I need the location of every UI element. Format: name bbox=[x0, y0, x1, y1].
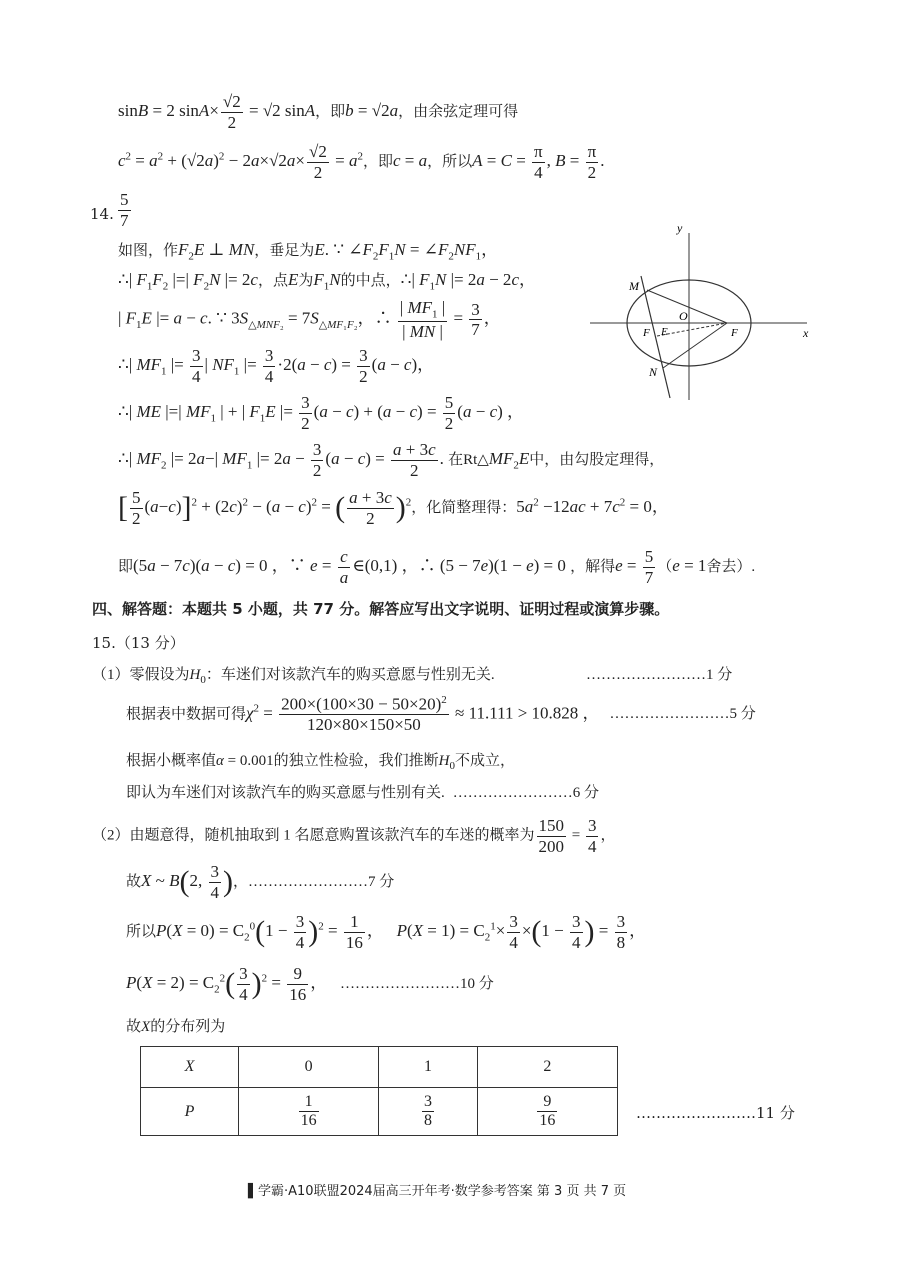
q15-part1-line3: 根据小概率值α = 0.001的独立性检验，我们推断$H_0$不成立， bbox=[126, 753, 515, 772]
table-score: ……………………11 分 bbox=[636, 1104, 795, 1122]
label-M: M bbox=[629, 279, 639, 293]
distribution-table bbox=[140, 1046, 618, 1136]
eq-cosine-law: $c^2 = a^2 + (√2a)^2 - 2a\times√2a\times$ $\frac{√2}{2}$ = $a^2$，即c = a，所以A = C = $\frac{\pi}{4}$ , B = $\frac{\pi}{2}$ . bbox=[118, 142, 605, 182]
label-N: N bbox=[649, 365, 658, 379]
label-O: O bbox=[679, 309, 688, 323]
page-footer: ▌学霸·A10联盟2024届高三开年考·数学参考答案 第 3 页 共 7 页 bbox=[248, 1184, 627, 1199]
q14-number: 14. bbox=[90, 205, 114, 223]
q14-line1: 如图，作$F_2E$ ⊥ MN，垂足为E. ∵ $\angle F_2F_1N$ = $\angle F_2NF_1$， bbox=[118, 240, 499, 263]
table-header-P: P bbox=[141, 1088, 239, 1136]
q15-binomial: 故X ~ B(2, $\frac{3}{4}$ )，……………………7 分 bbox=[126, 862, 395, 902]
q14-line7: [ $\frac{5}{2}$ $(a-c)]^2 + (2c)^2 - (a - c)^2$ = ( $\frac{a + 3c}{2}$ )$^2$，化简整理得：$5a^2 -12ac + 7c^2 = 0$， bbox=[118, 488, 669, 528]
table-row bbox=[141, 1047, 618, 1088]
q15-part1-line4: 即认为车迷们对该款汽车的购买意愿与性别有关. ……………………6 分 bbox=[126, 785, 600, 801]
q15-dist-caption: 故X的分布列为 bbox=[126, 1019, 226, 1035]
table-cell: 0 bbox=[239, 1047, 379, 1088]
table-cell: $\frac{3}{8}$ bbox=[379, 1088, 478, 1136]
q15-prob-line1: 所以$P(X = 0) = C_2^0(1$ − $\frac{3}{4}$ )$^2$ = $\frac{1}{16}$ ， $P(X = 1) = C_2^1\times$ $\frac{3}{4}$ ×(1 − $\frac{3}{4}$ ) = $\frac{3}{8}$ ， bbox=[126, 912, 647, 952]
q14-line3: | $F_1E$ |= a − c. ∵ $3S_{\triangle MNF_2} = 7S_{\triangle MF_1F_2}$，∴ $\frac{| MF_1 |}{| MN |}$ = $\frac{3}{7}$ ， bbox=[118, 298, 501, 342]
q14-line4: ∴| $MF_1$ |= $\frac{3}{4}$ | $NF_1$ |= $\frac{3}{4}$ ·2(a − c) = $\frac{3}{2}$ (a − c)， bbox=[118, 346, 435, 386]
section-4-heading: 四、解答题：本题共 5 小题，共 77 分。解答应写出文字说明、证明过程或演算步骤。 bbox=[92, 600, 670, 618]
q14-line2: ∴| $F_1F_2$ |=| $F_2N$ |= 2c，点E为$F_1N$的中点，∴| $F_1N$ |= 2a − 2c， bbox=[118, 270, 536, 293]
label-F2: F bbox=[731, 327, 738, 339]
label-E: E bbox=[661, 326, 668, 338]
q15-title: 15.（13 分） bbox=[92, 634, 185, 652]
label-y: y bbox=[677, 221, 683, 235]
table-cell: 2 bbox=[477, 1047, 617, 1088]
q15-part1-line1: （1）零假设为$H_0$：车迷们对该款汽车的购买意愿与性别无关. ……………………1 分 bbox=[92, 667, 733, 686]
label-F1: F bbox=[643, 327, 650, 339]
eq-sinB: sinB = 2 sinA× $\frac{√2}{2}$ = √2 sinA，即b = √2a，由余弦定理可得 bbox=[118, 92, 519, 132]
table-cell: $\frac{9}{16}$ bbox=[477, 1088, 617, 1136]
table-cell: 1 bbox=[379, 1047, 478, 1088]
q15-chi-square: 根据表中数据可得$\chi^2$ = $\frac{200\times(100\times 30 - 50\times 20)^2}{120\times 80\times 150\times 50}$ ≈ 11.111 > 10.828 ， ……………………5 分 bbox=[126, 694, 756, 735]
q14-line5: ∴| ME |=| $MF_1$ | + | $F_1E$ |= $\frac{3}{2}$ (a − c) + (a − c) = $\frac{5}{2}$ (a − c) ， bbox=[118, 393, 525, 433]
q14-line8: 即(5a − 7c)(a − c) = 0 ，∵ e = $\frac{c}{a}$ ∈(0,1) ，∴ (5 − 7e)(1 − e) = 0 ，解得e = $\frac{5}{7}$ （e = 1舍去）. bbox=[118, 547, 756, 587]
table-header-X: X bbox=[141, 1047, 239, 1088]
q14-line6: ∴| $MF_2$ |= 2a−| $MF_1$ |= 2a − $\frac{3}{2}$ (a − c) = $\frac{a + 3c}{2}$ . 在$Rt\triangle MF_2E$中，由勾股定理得， bbox=[118, 440, 665, 480]
q14-answer: $\frac{5}{7}$ bbox=[120, 190, 129, 230]
table-cell: $\frac{1}{16}$ bbox=[239, 1088, 379, 1136]
ellipse-figure bbox=[585, 218, 825, 403]
q15-prob-line2: $P(X = 2) = C_2^2$( $\frac{3}{4}$ )$^2$ = $\frac{9}{16}$ ， ……………………10 分 bbox=[126, 964, 494, 1004]
table-row bbox=[141, 1088, 618, 1136]
q15-part2-line1: （2）由题意得，随机抽取到 1 名愿意购置该款汽车的车迷的概率为 $\frac{150}{200}$ = $\frac{3}{4}$ ， bbox=[92, 816, 616, 856]
label-x: x bbox=[803, 326, 809, 340]
